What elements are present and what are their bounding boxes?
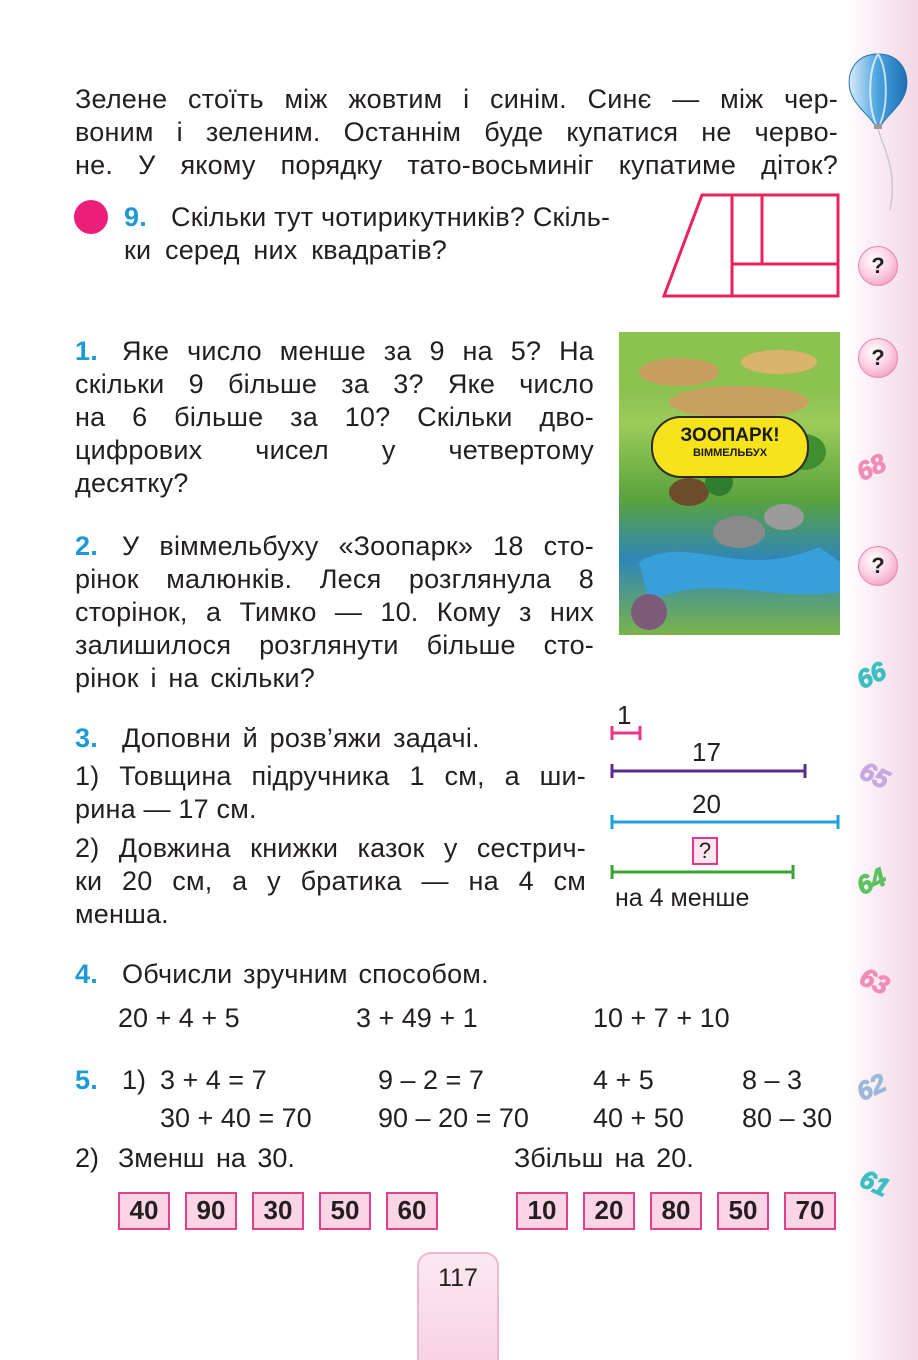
answer-box-value: 70 <box>795 1195 825 1225</box>
answer-box <box>516 1192 568 1230</box>
page-number: 117 <box>438 1264 478 1292</box>
task5-expression: 80 – 30 <box>742 1103 833 1133</box>
answer-box <box>386 1192 438 1230</box>
segment-label: 17 <box>692 737 721 767</box>
task5-part2-right: Збільш на 20. <box>514 1143 694 1173</box>
task3-line: рина — 17 см. <box>75 794 257 824</box>
task4-expression: 10 + 7 + 10 <box>593 1003 730 1033</box>
task4-expression: 3 + 49 + 1 <box>356 1003 478 1033</box>
zoo-illustration <box>619 332 840 635</box>
task5-part2-left: Зменш на 30. <box>118 1143 295 1173</box>
page-number-tab <box>417 1252 499 1360</box>
question-bubble-icon: ? <box>858 246 898 286</box>
task1-line: Яке число менше за 9 на 5? На <box>122 336 594 366</box>
task2-line: залишилося розглянути більше сто- <box>75 630 594 660</box>
task4-expression: 20 + 4 + 5 <box>118 1003 240 1033</box>
task3-line: 2) Довжина книжки казок у сестрич- <box>75 833 586 863</box>
task1-line: цифрових чисел у четвертому <box>75 435 594 465</box>
task3-line: ки 20 см, а у братика — на 4 см <box>75 866 586 896</box>
task3-number: 3. <box>75 723 98 753</box>
task9-line: ки серед них квадратів? <box>124 235 447 265</box>
task5-expression: 9 – 2 = 7 <box>378 1065 484 1095</box>
intro-line: Зелене стоїть між жовтим і синім. Синє — між чер- <box>75 84 838 114</box>
unknown-box: ? <box>692 837 718 865</box>
task5-expression: 40 + 50 <box>593 1103 684 1133</box>
task2-line: рінок і на скільки? <box>75 663 316 693</box>
task2-line: У віммельбуху «Зоопарк» 18 сто- <box>122 531 594 561</box>
side-page-number: 63 <box>855 961 895 1001</box>
answer-box <box>252 1192 304 1230</box>
segment-note: на 4 менше <box>615 884 750 912</box>
intro-line: воним і зеленим. Останнім буде купатися не черво- <box>75 117 838 147</box>
task5-expression: 90 – 20 = 70 <box>378 1103 529 1133</box>
answer-box-value: 30 <box>263 1195 293 1225</box>
task4-title: Обчисли зручним способом. <box>122 959 489 989</box>
side-page-number: 61 <box>855 1163 895 1203</box>
task2-number: 2. <box>75 531 98 561</box>
task1-number: 1. <box>75 336 98 366</box>
quadrilateral-figure <box>660 192 842 300</box>
answer-box <box>583 1192 635 1230</box>
segment-label: 20 <box>692 789 721 819</box>
answer-box-value: 50 <box>330 1195 360 1225</box>
task9-number: 9. <box>124 202 147 232</box>
answer-box-value: 50 <box>728 1195 758 1225</box>
task1-line: скільки 9 більше за 3? Яке число <box>75 369 594 399</box>
side-page-number: 62 <box>851 1067 891 1107</box>
balloon-icon <box>838 50 918 210</box>
answer-box-value: 80 <box>661 1195 691 1225</box>
answer-box <box>319 1192 371 1230</box>
side-page-number: 68 <box>851 447 891 487</box>
book-title-badge <box>651 416 809 478</box>
book-subtitle: ВІММЕЛЬБУХ <box>692 447 768 459</box>
answer-box-value: 60 <box>397 1195 427 1225</box>
segment-lines <box>606 700 846 900</box>
task1-line: десятку? <box>75 468 189 498</box>
task2-line: рінок малюнків. Леся розглянула 8 <box>75 564 594 594</box>
intro-line: не. У якому порядку тато-восьминіг купатиме діток? <box>75 150 838 180</box>
pink-dot-marker <box>74 200 108 234</box>
task4-number: 4. <box>75 959 98 989</box>
task2-line: сторінок, а Тимко — 10. Кому з них <box>75 597 594 627</box>
zoo-book-cover <box>619 332 840 635</box>
answer-box <box>784 1192 836 1230</box>
answer-box-value: 20 <box>594 1195 624 1225</box>
segment-diagram <box>606 700 846 920</box>
segment-label: 1 <box>617 700 632 730</box>
task5-expression: 8 – 3 <box>742 1065 803 1095</box>
book-title: ЗООПАРК! <box>680 425 780 446</box>
task3-line: 1) Товщина підручника 1 см, а ши- <box>75 761 586 791</box>
task1-line: на 6 більше за 10? Скільки дво- <box>75 402 594 432</box>
task5-part2-label: 2) <box>75 1143 100 1173</box>
task5-expression: 4 + 5 <box>593 1065 654 1095</box>
answer-box-value: 90 <box>196 1195 226 1225</box>
task5-number: 5. <box>75 1065 98 1095</box>
task5-expression: 3 + 4 = 7 <box>160 1065 267 1095</box>
task5-expression: 30 + 40 = 70 <box>160 1103 312 1133</box>
answer-box-value: 10 <box>527 1195 557 1225</box>
task3-title: Доповни й розв’яжи задачі. <box>122 723 480 753</box>
answer-box <box>717 1192 769 1230</box>
task9-line: Скільки тут чотирикутників? Скіль- <box>171 202 611 232</box>
answer-box <box>118 1192 170 1230</box>
question-bubble-icon: ? <box>858 546 898 586</box>
task3-line: менша. <box>75 899 169 929</box>
task5-part1-label: 1) <box>122 1065 147 1095</box>
answer-box-value: 40 <box>129 1195 159 1225</box>
answer-box <box>185 1192 237 1230</box>
side-page-number: 66 <box>851 655 891 695</box>
side-page-number: 64 <box>851 861 891 901</box>
side-page-number: 65 <box>855 755 895 795</box>
answer-box <box>650 1192 702 1230</box>
question-bubble-icon: ? <box>858 338 898 378</box>
